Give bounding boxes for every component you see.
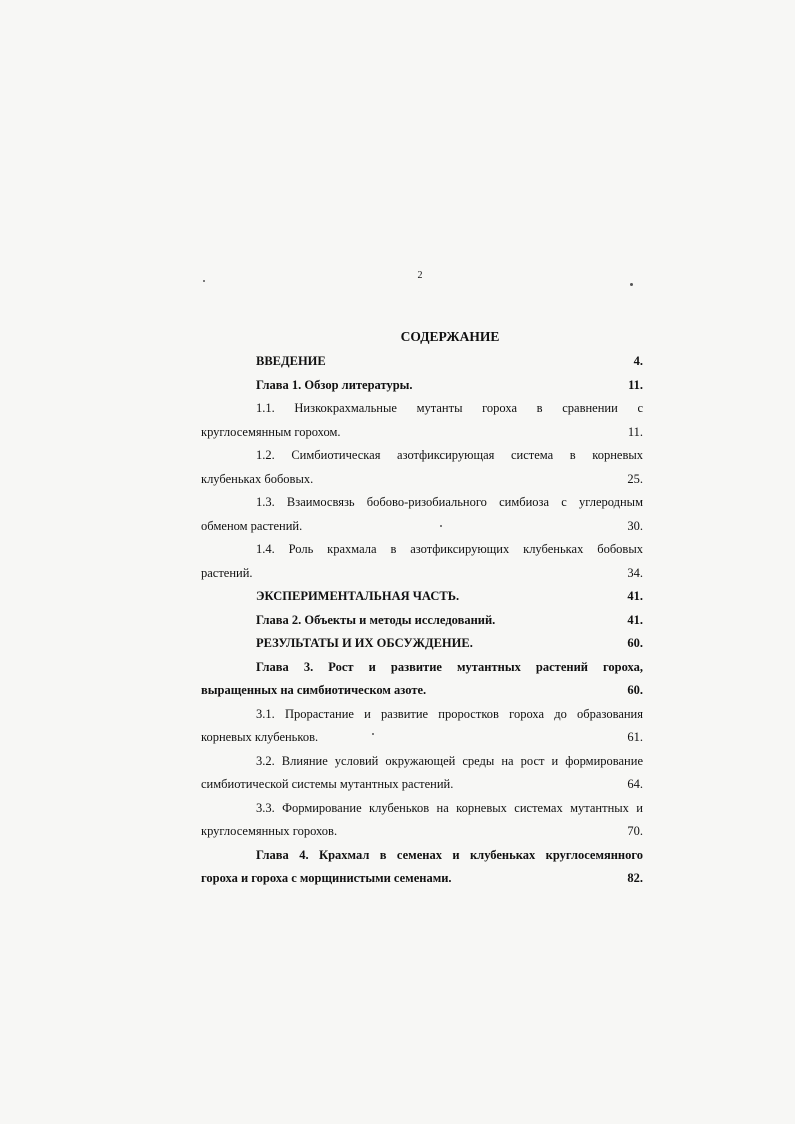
toc-entry-text: круглосемянных горохов. — [201, 824, 338, 838]
toc-entry-text: гороха и гороха с морщинистыми семенами. — [201, 871, 452, 885]
toc-page-number: 34. — [627, 565, 643, 580]
toc-entry-text: выращенных на симбиотическом азоте. — [201, 683, 427, 697]
toc-page-number: 25. — [627, 471, 643, 486]
toc-line — [201, 801, 643, 825]
toc-entry — [201, 660, 643, 707]
toc-entry — [201, 707, 643, 754]
toc-entry-text: ВВЕДЕНИЕ — [256, 354, 326, 368]
toc-line — [201, 566, 643, 590]
toc-entry-text: 3.3. Формирование клубеньков на корневых системах мутантных и — [256, 800, 643, 815]
toc-line — [201, 495, 643, 519]
toc-line — [201, 636, 643, 660]
toc-page-number: 11. — [628, 377, 643, 392]
toc-line — [201, 589, 643, 613]
toc-entry-text: круглосемянным горохом. — [201, 424, 341, 439]
toc-entry — [201, 354, 643, 378]
toc-page-number: 82. — [627, 871, 643, 885]
toc-page-number: 41. — [627, 612, 643, 627]
toc-line — [201, 824, 643, 848]
scan-speck — [203, 280, 205, 282]
toc-entry-text: 1.4. Роль крахмала в азотфиксирующих клубеньках бобовых — [256, 542, 643, 556]
toc-entry-text: растений. — [201, 565, 253, 580]
toc-entry-text: Глава 3. Рост и развитие мутантных растений гороха, — [256, 659, 643, 674]
toc-entry — [201, 801, 643, 848]
table-of-contents — [201, 354, 643, 895]
toc-entry-text: 3.1. Прорастание и развитие проростков гороха до образования — [256, 706, 643, 721]
toc-entry — [201, 378, 643, 402]
toc-page-number: 41. — [627, 589, 643, 603]
toc-line — [201, 401, 643, 425]
toc-entry-text: ЭКСПЕРИМЕНТАЛЬНАЯ ЧАСТЬ. — [256, 589, 460, 603]
toc-entry-text: Глава 2. Объекты и методы исследований. — [256, 612, 496, 627]
toc-entry — [201, 848, 643, 895]
toc-entry — [201, 613, 643, 637]
toc-entry — [201, 636, 643, 660]
toc-entry — [201, 401, 643, 448]
toc-entry-text: корневых клубеньков. — [201, 730, 319, 744]
toc-entry-text: симбиотической системы мутантных растений. — [201, 777, 454, 791]
toc-entry-text: 1.3. Взаимосвязь бобово-ризобиального симбиоза с углеродным — [256, 495, 643, 509]
toc-line — [201, 519, 643, 543]
toc-line — [201, 448, 643, 472]
scan-speck — [372, 733, 374, 735]
toc-line — [201, 730, 643, 754]
toc-page-number: 11. — [627, 424, 643, 439]
toc-entry — [201, 589, 643, 613]
page-number: 2 — [417, 270, 423, 281]
toc-line — [201, 660, 643, 684]
toc-page-number: 4. — [633, 354, 643, 368]
page-title: СОДЕРЖАНИЕ — [400, 329, 500, 344]
toc-entry-text: 3.2. Влияние условий окружающей среды на рост и формирование — [256, 753, 643, 768]
toc-entry-text: Глава 4. Крахмал в семенах и клубеньках круглосемянного — [256, 847, 643, 862]
toc-entry — [201, 448, 643, 495]
toc-line — [201, 378, 643, 402]
toc-entry — [201, 542, 643, 589]
toc-page-number: 64. — [627, 777, 643, 791]
toc-page-number: 60. — [627, 636, 643, 650]
scan-speck — [440, 525, 442, 527]
toc-entry-text: клубеньках бобовых. — [201, 471, 314, 486]
toc-line — [201, 354, 643, 378]
toc-entry — [201, 495, 643, 542]
toc-page-number: 60. — [627, 683, 643, 697]
toc-entry — [201, 754, 643, 801]
toc-page-number: 61. — [627, 730, 643, 744]
toc-entry-text: 1.2. Симбиотическая азотфиксирующая система в корневых — [256, 448, 643, 462]
toc-line — [201, 707, 643, 731]
toc-entry-text: обменом растений. — [201, 518, 303, 533]
toc-line — [201, 848, 643, 872]
scan-speck — [630, 283, 633, 286]
toc-entry-text: 1.1. Низкокрахмальные мутанты гороха в сравнении с — [256, 401, 643, 415]
toc-line — [201, 472, 643, 496]
toc-line — [201, 754, 643, 778]
toc-line — [201, 871, 643, 895]
toc-line — [201, 683, 643, 707]
toc-entry-text: РЕЗУЛЬТАТЫ И ИХ ОБСУЖДЕНИЕ. — [256, 636, 473, 650]
toc-line — [201, 613, 643, 637]
toc-entry-text: Глава 1. Обзор литературы. — [256, 377, 413, 392]
toc-page-number: 70. — [627, 824, 643, 838]
toc-page-number: 30. — [627, 518, 643, 533]
toc-line — [201, 542, 643, 566]
toc-line — [201, 777, 643, 801]
toc-line — [201, 425, 643, 449]
